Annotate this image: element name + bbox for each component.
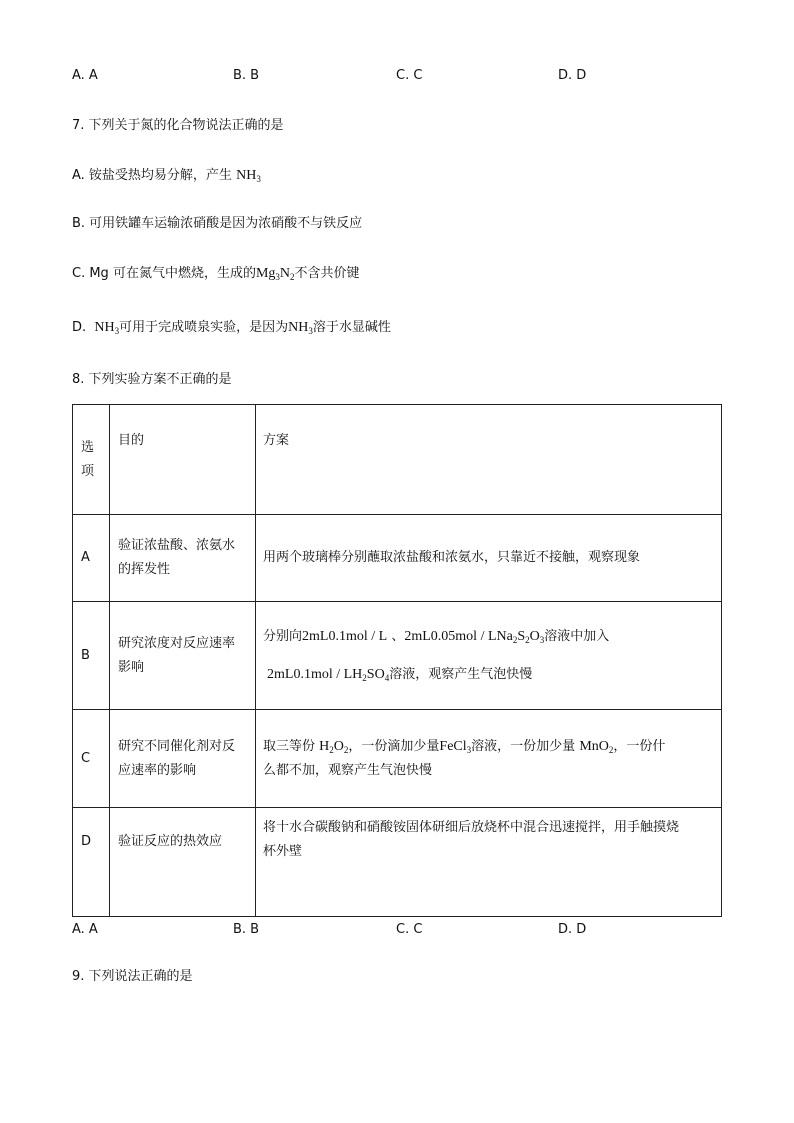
formula-sub: 3: [308, 326, 313, 336]
formula-sub: 3: [275, 272, 280, 282]
q9-stem: 9. 下列说法正确的是: [72, 969, 193, 984]
plan-text: 、: [391, 628, 405, 644]
header-option-l2: 项: [81, 463, 95, 479]
formula-sub: 4: [384, 672, 390, 683]
q7-d-suffix: 溶于水显碱性: [312, 320, 391, 335]
row-purpose: [110, 515, 256, 602]
plan-line-1: [263, 629, 609, 644]
purpose-line: 研究不同催化剂对反: [118, 738, 236, 754]
formula-part: S: [517, 628, 526, 644]
q7-option-b: B. 可用铁罐车运输浓硝酸是因为浓硝酸不与铁反应: [72, 216, 363, 231]
formula-part: SO: [366, 666, 385, 682]
plan-formula: [404, 629, 544, 644]
table-row: [73, 602, 722, 710]
formula-sub: 2: [329, 744, 334, 755]
row-label: C: [73, 710, 110, 808]
row-plan: [256, 710, 722, 808]
formula-part: MnO: [579, 738, 609, 754]
plan-formula: [319, 739, 348, 754]
purpose-line: 影响: [118, 659, 145, 675]
formula-part: FeCl: [439, 738, 467, 754]
q7-a-text: A. 铵盐受热均易分解，产生: [72, 168, 232, 183]
q8-option-b: B. B: [233, 922, 260, 937]
q8-option-a: A. A: [72, 922, 98, 937]
row-label: A: [73, 515, 110, 602]
plan-text: 溶液，一份加少量: [471, 738, 576, 754]
formula-part: O: [333, 738, 344, 754]
plan-text: ，一份滴加少量: [348, 738, 440, 754]
header-purpose: [110, 405, 256, 515]
formula-sub: 2: [525, 634, 530, 645]
formula-part: Mg: [255, 266, 276, 281]
experiment-table: [72, 404, 722, 917]
formula-sub: 2: [362, 672, 367, 683]
formula-part: 2mL0.05mol / LNa: [404, 628, 513, 644]
q7-c-text: C. Mg 可在氮气中燃烧，生成的: [72, 266, 256, 281]
formula-part: O: [529, 628, 540, 644]
formula-part: 2mL0.1mol / LH: [267, 666, 363, 682]
plan-text: 溶液中加入: [544, 628, 610, 644]
q8-stem: 8. 下列实验方案不正确的是: [72, 372, 232, 387]
option-a: A. A: [72, 68, 98, 83]
plan-formula: [267, 667, 389, 682]
formula-part: NH: [288, 320, 309, 335]
formula-sub: 3: [539, 634, 545, 645]
row-label: B: [73, 602, 110, 710]
header-plan: [256, 405, 722, 515]
formula-part: H: [319, 738, 330, 754]
q8-option-d: D. D: [558, 922, 587, 937]
option-c: C. C: [396, 68, 423, 83]
q7-c-suffix: 不含共价键: [294, 266, 360, 281]
q7-d-mid: 可用于完成喷泉实验，是因为: [119, 320, 289, 335]
q7-d-formula-2: [288, 320, 313, 335]
plan-line-1: [263, 739, 665, 754]
header-plan-text: 方案: [263, 433, 290, 448]
table-row: [73, 710, 722, 808]
formula-sub: 3: [114, 326, 120, 336]
q7-d-formula-1: [94, 320, 119, 335]
row-label: D: [73, 808, 110, 917]
table-row: [73, 808, 722, 917]
row-purpose: 验证反应的热效应: [110, 808, 256, 917]
formula-sub: 3: [256, 174, 261, 184]
plan-text: 取三等份: [263, 738, 316, 754]
row-purpose: [110, 602, 256, 710]
table-header-row: [73, 405, 722, 515]
plan-text: 分别向: [263, 628, 303, 644]
q7-stem: 7. 下列关于氮的化合物说法正确的是: [72, 118, 284, 133]
header-purpose-text: 目的: [118, 433, 145, 448]
formula-part: 2mL0.1mol / L: [302, 628, 388, 644]
q7-option-a: [72, 164, 261, 184]
formula-sub: 3: [466, 744, 472, 755]
formula-part: NH: [94, 320, 115, 335]
formula-part: NH: [236, 168, 257, 183]
row-plan: [256, 808, 722, 917]
q7-a-formula: [236, 168, 261, 183]
plan-line-1: 将十水合碳酸钠和硝酸铵固体研细后放烧杯中混合迅速搅拌，用手触摸烧: [263, 820, 680, 835]
row-purpose: [110, 710, 256, 808]
header-option-l1: 选: [81, 439, 95, 455]
formula-sub: 2: [290, 272, 295, 282]
q7-option-c: [72, 262, 360, 282]
q7-option-d: [72, 316, 391, 336]
purpose-line: 验证浓盐酸、浓氨水: [118, 538, 236, 553]
purpose-line: 的挥发性: [118, 562, 171, 577]
row-plan: 用两个玻璃棒分别蘸取浓盐酸和浓氨水，只靠近不接触，观察现象: [256, 515, 722, 602]
formula-sub: 2: [343, 744, 349, 755]
option-d: D. D: [558, 68, 587, 83]
q7-c-formula: [256, 266, 295, 281]
q7-d-prefix: D.: [72, 320, 87, 335]
plan-text: 溶液，观察产生气泡快慢: [389, 666, 533, 682]
header-option: [73, 405, 110, 515]
formula-part: N: [279, 266, 291, 281]
row-plan: [256, 602, 722, 710]
purpose-line: 应速率的影响: [118, 762, 197, 778]
plan-formula: [439, 739, 471, 754]
purpose-line: 研究浓度对反应速率: [118, 635, 236, 651]
plan-line-2: 么都不加，观察产生气泡快慢: [263, 762, 433, 778]
plan-formula: [579, 739, 613, 754]
plan-line-2: 杯外壁: [263, 844, 303, 859]
plan-line-2: [263, 663, 713, 687]
plan-text: ，一份什: [613, 738, 666, 754]
q8-option-c: C. C: [396, 922, 423, 937]
formula-sub: 2: [512, 634, 518, 645]
table-row: [73, 515, 722, 602]
option-b: B. B: [233, 68, 260, 83]
formula-sub: 2: [608, 744, 614, 755]
